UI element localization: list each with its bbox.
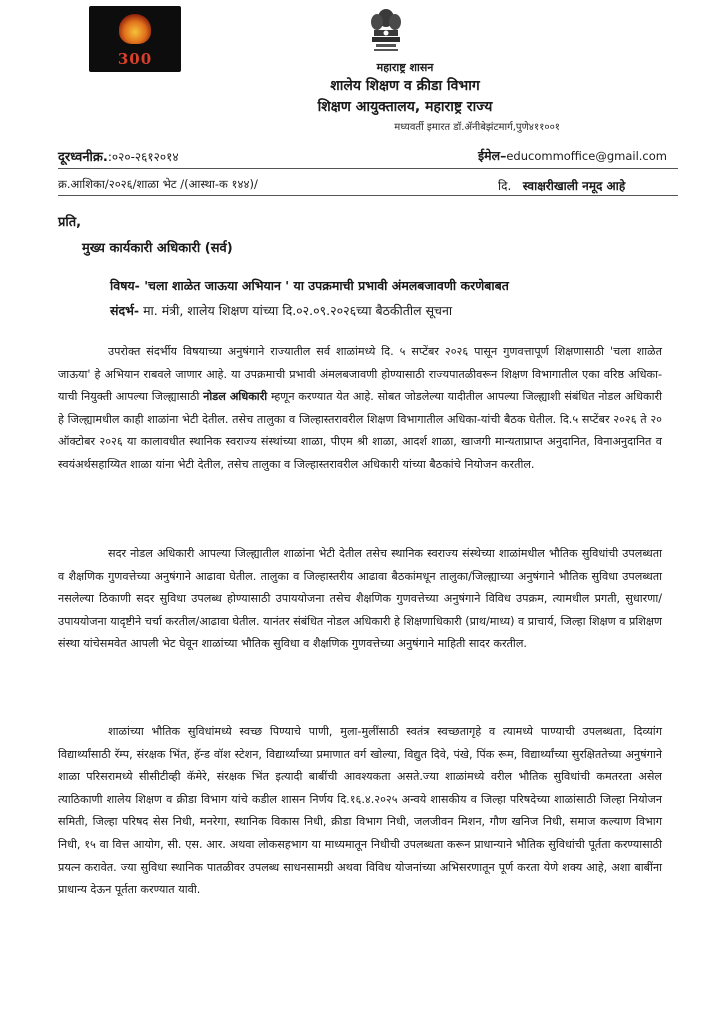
date-label: दि.	[498, 179, 512, 193]
govt-name: महाराष्ट्र शासन	[376, 61, 434, 74]
email-label: ईमेल–	[478, 148, 507, 163]
body-paragraph-3	[58, 721, 662, 902]
paragraph-text: सदर नोडल अधिकारी आपल्या जिल्ह्यातील शाळांना भेटी देतील तसेच स्थानिक स्वराज्य संस्थेच्या शाळांमधील भौतिक सुविधांची उपलब्धता व शैक्षणिक गुणवत्तेच्या अनुषंगाने आढावा घेतील. तालुका व जिल्हास्तरीय आढावा बैठकांमधून तालुका/जिल्ह्याच्या अनुषंगाने भौतिक सुविधा उपलब्धता नसलेल्या ठिकाणी सदर सुविधा उपलब्ध होण्यासाठी उपाययोजना तसेच शैक्षणिक गुणवत्तेच्या अनुषंगाने विविध उपक्रम, त्यामधील प्रगती, सुधारणा/उपाययोजना यादृष्टीने चर्चा करतील/आढावा घेतील. यानंतर संबंधित नोडल अधिकारी हे शिक्षणाधिकारी (प्राथ/माध्य) व प्राचार्य, जिल्हा शिक्षण व प्रशिक्षण संस्था यांचेसमवेत आपली भेट घेवून शाळांच्या भौतिक सुविधा व शैक्षणिक गुणवत्तेच्या अनुषंगाने माहिती सादर करतील.	[58, 547, 662, 651]
department-name: शालेय शिक्षण व क्रीडा विभाग	[330, 78, 480, 94]
reference-line	[110, 302, 452, 319]
letter-reference-number: क्र.आशिका/२०२६/शाळा भेट /(आस्था-क १४४)/	[58, 177, 258, 191]
email-line	[478, 147, 667, 164]
paragraph-text: म्हणून करण्यात येत आहे. सोबत जोडलेल्या यादीतील आपल्या जिल्ह्याशी संबंधित नोडल अधिकारी हे जिल्ह्यामधील काही शाळांना भेटी देतील. तसेच तालुका व जिल्हास्तरावरील शिक्षण विभागातील अधिका-यांची बैठक घेतील. दि.५ सप्टेंबर २०२६ ते २० ऑक्टोबर २०२६ या कालावधीत स्थानिक स्वराज्य संस्थांच्या शाळा, पीएम श्री शाळा, आदर्श शाळा, खाजगी मान्यताप्राप्त अनुदानित, विनाअनुदानित व स्वयंअर्थसहाय्यित शाळा यांना भेटी देतील, तसेच तालुका व जिल्हास्तरावरील अधिकारी यांच्या बैठकांचे नियोजन करतील.	[58, 390, 662, 471]
email-address[interactable]: educommoffice@gmail.com	[506, 149, 667, 163]
nodal-officer-emphasis: नोडल अधिकारी	[203, 390, 268, 404]
date-value: स्वाक्षरीखाली नमूद आहे	[522, 179, 626, 193]
salutation-to: प्रति,	[58, 215, 82, 230]
divider	[58, 195, 678, 196]
logo-text: 300	[117, 50, 153, 68]
phone-line	[58, 147, 179, 165]
office-name: शिक्षण आयुक्तालय, महाराष्ट्र राज्य	[317, 99, 493, 115]
subject-text: 'चला शाळेत जाऊया अभियान ' या उपक्रमाची प्रभावी अंमलबजावणी करणेबाबत	[144, 278, 509, 293]
paragraph-text: उपरोक्त संदर्भीय विषयाच्या अनुषंगाने राज्यातील सर्व शाळांमध्ये दि. ५ सप्टेंबर २०२६ पासून गुणवत्तापूर्ण शिक्षणासाठी 'चला शाळेत जाऊया' हे अभियान राबवले जाणार आहे. या उपक्रमाची प्रभावी अंमलबजावणी होण्यासाठी राज्यपातळीवरून शिक्षण विभागातील एका वरिष्ठ अधिका-याची नियुक्ती आपल्या जिल्ह्यासाठी	[58, 345, 662, 404]
body-paragraph-1	[58, 341, 662, 477]
reference-text: मा. मंत्री, शालेय शिक्षण यांच्या दि.०२.०९.२०२६च्या बैठकीतील सूचना	[143, 303, 453, 318]
flame-icon	[119, 14, 151, 44]
office-address: मध्यवर्ती इमारत डॉ.ॲनीबेझंटमार्ग,पुणे४११००१	[394, 122, 560, 133]
paragraph-text: शाळांच्या भौतिक सुविधांमध्ये स्वच्छ पिण्याचे पाणी, मुला-मुलींसाठी स्वतंत्र स्वच्छतागृहे व त्यामध्ये पाण्याची उपलब्धता, दिव्यांग विद्यार्थ्यांसाठी रॅम्प, संरक्षक भिंत, हॅन्ड वॉश स्टेशन, विद्यार्थ्यांच्या प्रमाणात वर्ग खोल्या, विद्युत दिवे, पंखे, पिंक रूम, विद्यार्थ्यांच्या सुरक्षिततेच्या अनुषंगाने शाळा परिसरामध्ये सीसीटीव्ही कॅमेरे, संरक्षक भिंत इत्यादी बाबींची आवश्यकता असते.ज्या शाळांमध्ये वरील भौतिक सुविधांची कमतरता असेल त्याठिकाणी शालेय शिक्षण व क्रीडा विभाग यांचे कडील शासन निर्णय दि.१६.४.२०२५ अन्वये शासकीय व जिल्हा परिषदेच्या शाळांसाठी जिल्हा नियोजन समिती, जिल्हा परिषद सेस निधी, मनरेगा, स्थानिक विकास निधी, क्रीडा विभाग निधी, जलजीवन मिशन, गौण खनिज निधी, समाज कल्याण विभाग निधी, १५ वा वित्त आयोग, सी. एस. आर. अथवा लोकसहभाग या माध्यमातून निधीची उपलब्धता करून प्राधान्याने भौतिक सुविधांची पूर्तता करण्यासाठी प्रयत्न करावेत. ज्या सुविधा स्थानिक पातळीवर उपलब्ध साधनसामग्री अथवा विविध योजनांच्या अभिसरणातून पूर्ण करता येणे शक्य आहे, अशा बाबींना प्राधान्य देऊन पूर्तता करण्यात यावी.	[58, 725, 662, 897]
divider	[58, 168, 678, 169]
subject-label: विषय-	[110, 278, 140, 293]
subject-line	[110, 277, 509, 294]
national-emblem-icon	[368, 6, 404, 60]
reference-label: संदर्भ-	[110, 303, 140, 318]
campaign-logo	[89, 6, 181, 72]
phone-number: :०२०-२६१२०१४	[107, 150, 179, 164]
letter-date	[498, 177, 625, 194]
phone-label: दूरध्वनीक्र.	[58, 150, 108, 165]
addressee: मुख्य कार्यकारी अधिकारी (सर्व)	[82, 241, 233, 256]
body-paragraph-2	[58, 543, 662, 656]
